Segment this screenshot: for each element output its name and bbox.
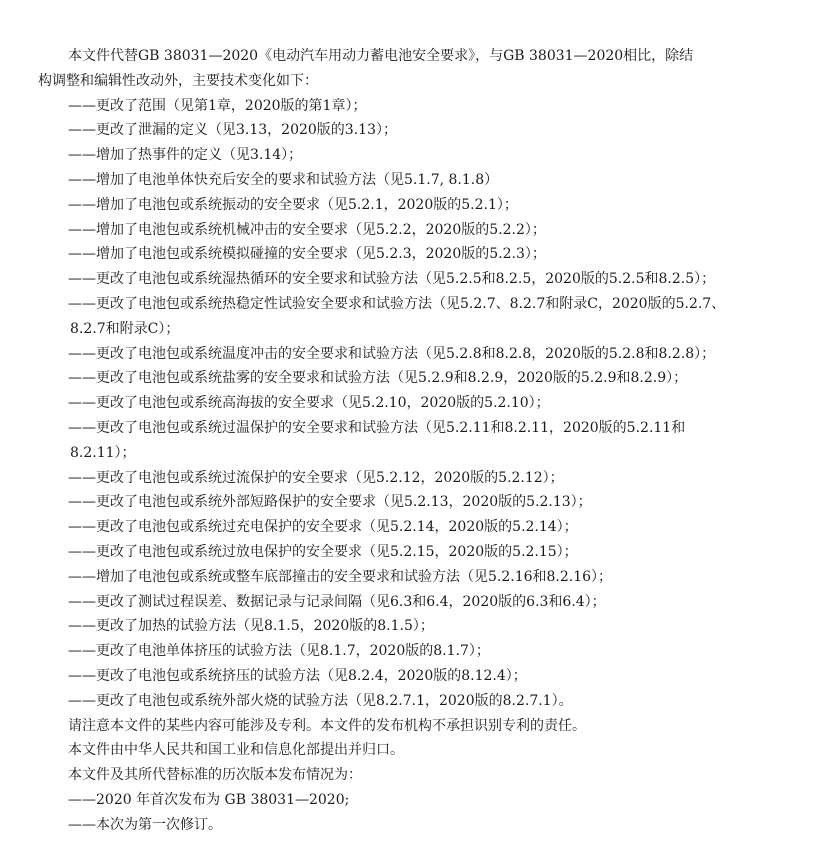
history-item: ——2020 年首次发布为 GB 38031—2020; <box>68 791 350 808</box>
change-item-overtemp-line-1: ——更改了电池包或系统过温保护的安全要求和试验方法（见5.2.11和8.2.11，2020版的5.2.11和 <box>68 419 686 436</box>
change-item: ——更改了电池包或系统湿热循环的安全要求和试验方法（见5.2.5和8.2.5，2020版的5.2.5和8.2.5）； <box>68 271 716 288</box>
patent-notice: 请注意本文件的某些内容可能涉及专利。本文件的发布机构不承担识别专利的责任。 <box>68 717 586 734</box>
change-item: ——更改了电池包或系统过充电保护的安全要求（见5.2.14，2020版的5.2.14）； <box>68 519 578 536</box>
intro-line-1: 本文件代替GB 38031—2020《电动汽车用动力蓄电池安全要求》，与GB 38031—2020相比，除结 <box>68 48 694 64</box>
change-item-thermal-line-1: ——更改了电池包或系统热稳定性试验安全要求和试验方法（见5.2.7、8.2.7和附录C，2020版的5.2.7、 <box>68 295 726 312</box>
change-item: ——增加了电池包或系统或整车底部撞击的安全要求和试验方法（见5.2.16和8.2.16）； <box>68 568 613 585</box>
change-item: ——更改了电池包或系统外部短路保护的安全要求（见5.2.13，2020版的5.2.13）； <box>68 494 592 511</box>
change-item: ——增加了电池单体快充后安全的要求和试验方法（见5.1.7, 8.1.8） <box>68 171 499 188</box>
change-item: ——更改了电池包或系统温度冲击的安全要求和试验方法（见5.2.8和8.2.8，2020版的5.2.8和8.2.8）； <box>68 345 716 362</box>
change-item: ——更改了电池包或系统过流保护的安全要求（见5.2.12，2020版的5.2.12）； <box>68 469 564 486</box>
change-item: ——更改了测试过程误差、数据记录与记录间隔（见6.3和6.4，2020版的6.3和6.4）； <box>68 593 606 610</box>
change-item: ——更改了加热的试验方法（见8.1.5，2020版的8.1.5）； <box>68 618 434 635</box>
change-item: ——增加了电池包或系统机械冲击的安全要求（见5.2.2，2020版的5.2.2）； <box>68 221 546 238</box>
change-item: ——更改了电池单体挤压的试验方法（见8.1.7，2020版的8.1.7）； <box>68 643 490 660</box>
history-item: ——本次为第一次修订。 <box>68 816 222 833</box>
change-item: ——更改了电池包或系统挤压的试验方法（见8.2.4，2020版的8.12.4）； <box>68 667 527 684</box>
change-item: ——更改了电池包或系统高海拔的安全要求（见5.2.10，2020版的5.2.10）； <box>68 395 550 412</box>
change-item: ——增加了电池包或系统振动的安全要求（见5.2.1，2020版的5.2.1）； <box>68 196 518 213</box>
proposer-statement: 本文件由中华人民共和国工业和信息化部提出并归口。 <box>68 742 404 759</box>
change-item: ——更改了泄漏的定义（见3.13，2020版的3.13）； <box>68 122 397 139</box>
change-item: ——更改了电池包或系统过放电保护的安全要求（见5.2.15，2020版的5.2.15）； <box>68 543 578 560</box>
change-item: ——增加了热事件的定义（见3.14）； <box>68 147 303 164</box>
change-item-thermal-line-2: 8.2.7和附录C）； <box>70 320 180 337</box>
intro-line-2: 构调整和编辑性改动外，主要技术变化如下： <box>38 72 318 89</box>
change-item: ——更改了电池包或系统盐雾的安全要求和试验方法（见5.2.9和8.2.9，2020版的5.2.9和8.2.9）； <box>68 370 688 387</box>
change-item: ——增加了电池包或系统模拟碰撞的安全要求（见5.2.3，2020版的5.2.3）； <box>68 246 546 263</box>
change-item-overtemp-line-2: 8.2.11）； <box>70 444 136 461</box>
change-item: ——更改了电池包或系统外部火烧的试验方法（见8.2.7.1，2020版的8.2.7.1）。 <box>68 692 573 709</box>
change-item: ——更改了范围（见第1章，2020版的第1章）； <box>68 97 367 114</box>
history-intro: 本文件及其所代替标准的历次版本发布情况为： <box>68 767 362 784</box>
